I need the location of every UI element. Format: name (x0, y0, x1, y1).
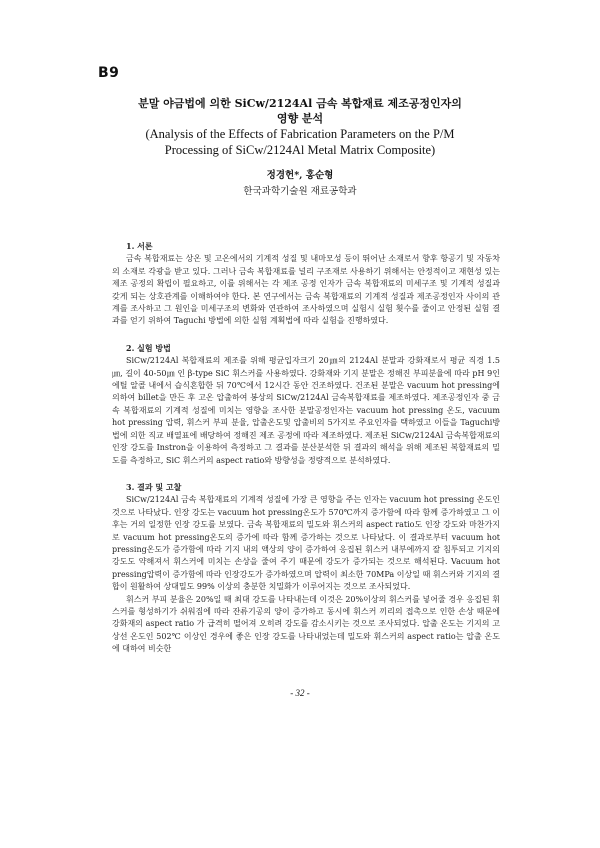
page-number: - 32 - (290, 688, 310, 698)
body-paragraph: SiCw/2124Al 금속 복합재료의 기계적 성질에 가장 큰 영향을 주는 인자는 vacuum hot pressing 온도인 것으로 나타났다. 인장 강도는 vacuum hot pressing온도가 570℃까지 증가함에 따라 함께 증가하였고 그 이후는 거의 일정한 인장 강도를 보였다. 금속 복합재료의 밀도와 휘스커의 aspect ratio도 인장 강도와 마찬가지로 vacuum hot pressing온도의 증가에 따라 함께 증가하는 것으로 나타났다. 이 결과로부터 vacuum hot pressing온도가 증가함에 따라 기지 내의 액상의 양이 증가하여 응집된 휘스커 내부에까지 잘 침투되고 기지의 강도도 약해져서 휘스커에 미치는 손상을 줄여 주기 때문에 강도가 증가되는 것으로 해석된다. Vacuum hot pressing압력이 증가함에 따라 인장강도가 증가하였으며 압력이 최소한 70MPa 이상일 때 휘스커와 기지의 결합이 원활하여 상대밀도 99% 이상의 충분한 치밀화가 이루어지는 것으로 조사되었다. (112, 495, 500, 592)
author-block (100, 168, 500, 200)
english-title-line-1: (Analysis of the Effects of Fabrication Parameters on the P/M (145, 127, 455, 141)
korean-title-line-2: 영향 분석 (276, 112, 324, 125)
author-affiliation: 한국과학기술원 재료공학과 (243, 186, 357, 197)
section-heading: 3. 결과 및 고찰 (126, 481, 182, 492)
korean-title-line-1: 분말 야금법에 의한 SiCw/2124Al 금속 복합재료 제조공정인자의 (138, 97, 462, 110)
author-names: 정경헌*, 홍순형 (266, 170, 334, 181)
english-title-line-2: Processing of SiCw/2124Al Metal Matrix Composite) (164, 143, 436, 157)
section-results (112, 481, 500, 656)
section-heading: 1. 서론 (126, 241, 153, 251)
body-paragraph: SiCw/2124Al 복합재료의 제조를 위해 평균입자크기 20㎛의 2124Al 분말과 강화재로서 평균 직경 1.5㎛, 길이 40-50㎛ 인 β-type SiC 휘스커를 사용하였다. 강화재와 기지 분말은 정해진 부피분율에 따라 pH 9인 에틸 알콜 내에서 습식혼합한 뒤 70℃에서 12시간 동안 건조하였다. 건조된 분말은 vacuum hot pressing에 의하여 billet을 만든 후 고온 압출하여 봉상의 SiCw/2124Al 금속복합재료를 제조하였다. 제조공정인자 중 금속 복합재료의 기계적 성질에 미치는 영향을 조사한 분말공정인자는 vacuum hot pressing 온도, vacuum hot pressing 압력, 휘스커 부피 분율, 압출온도및 압출비의 5가지로 주요인자를 택하였고 이들을 Taguchi방법에 의한 직교 배열표에 배당하여 정해진 제조 공정에 따라 제조하였다. 제조된 SiCw/2124Al 금속복합재료의 인장 강도를 Instron을 이용하여 측정하고 그 결과를 분산분석한 뒤 결과의 해석을 위해 제조된 복합재료의 밀도를 측정하고, SiC 휘스커의 aspect ratio와 방향성을 정량적으로 분석하였다. (112, 356, 500, 465)
title-block (100, 96, 500, 158)
body-paragraph: 휘스커 부피 분율은 20%일 때 최대 강도를 나타내는데 이것은 20%이상의 휘스커를 넣어줄 경우 응집된 휘스커를 형성하기가 쉬워짐에 따라 잔류기공의 양이 증가하고 동시에 휘스커 끼리의 접촉으로 인한 손상 때문에 강화재의 aspect ratio 가 급격히 떨어져 오히려 강도를 감소시키는 것으로 조사되었다. 압출 온도는 기지의 고상선 온도인 502℃ 이상인 경우에 좋은 인장 강도를 나타내었는데 밀도와 휘스커의 aspect ratio는 압출 온도에 대하여 비슷한 (112, 594, 500, 654)
section-introduction (112, 240, 500, 328)
body-paragraph: 금속 복합재료는 상온 및 고온에서의 기계적 성질 및 내마모성 등이 뛰어난 소재로서 향후 항공기 및 자동차의 소재로 각광을 받고 있다. 그러나 금속 복합재료를 널리 구조재로 사용하기 위해서는 안정적이고 재현성 있는 제조 공정의 확립이 필요하고, 이를 위해서는 각 제조 공정 인자가 금속 복합재료의 미세구조 및 기계적 성질과 갖게 되는 상호관계를 이해하여야 한다. 본 연구에서는 금속 복합재료의 기계적 성질과 제조공정인자 사이의 관계를 조사하고 그 원인을 미세구조의 변화와 연관하여 조사하였으며 실험시 실험 횟수를 줄이고 안정된 실험 결과를 얻기 위하여 Taguchi 방법에 의한 실험 계획법에 따라 실험을 진행하였다. (112, 254, 500, 326)
paper-code: B9 (98, 65, 120, 81)
section-methods (112, 342, 500, 467)
paper-body (112, 240, 500, 656)
section-heading: 2. 실험 방법 (126, 342, 171, 353)
